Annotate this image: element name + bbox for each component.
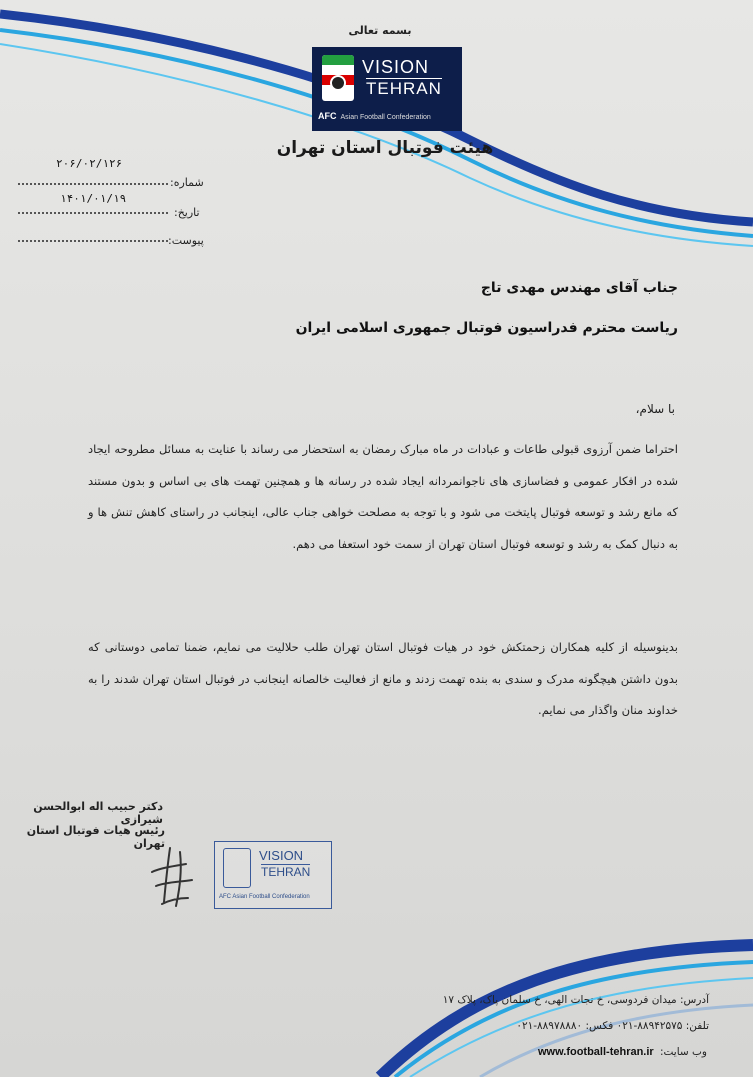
signatory-title: رئیس هیات فوتبال استان تهران — [26, 824, 165, 850]
logo-text-tehran: TEHRAN — [366, 79, 442, 98]
handwritten-signature — [140, 842, 210, 912]
letter-date-label: تاریخ: — [174, 206, 200, 219]
letter-number-label: شماره: — [170, 176, 204, 189]
logo-text-vision: VISION — [362, 57, 430, 77]
date-dotted-line — [18, 212, 168, 214]
letter-date-value: ۱۴۰۱/۰۱/۱۹ — [60, 192, 127, 205]
vision-tehran-logo — [312, 47, 462, 131]
stamp-emblem-icon — [223, 848, 251, 888]
letter-number-value: ۲۰۶/۰۲/۱۲۶ — [56, 157, 123, 170]
footer-address: آدرس: میدان فردوسی، خ نجات الهی، خ سلمان پاک، پلاک ۱۷ — [442, 994, 709, 1006]
official-stamp — [214, 841, 332, 909]
stamp-afc-text: AFC Asian Football Confederation — [219, 894, 310, 900]
afc-mark: AFC — [318, 111, 337, 121]
afc-text: Asian Football Confederation — [340, 114, 431, 121]
iran-flag-emblem-icon — [322, 55, 354, 101]
attachment-label: پیوست: — [168, 234, 204, 247]
footer-website-label: وب سایت: — [659, 1046, 707, 1058]
signatory-name: دکتر حبیب اله ابوالحسن شیرازی — [33, 800, 163, 826]
body-paragraph-1: احتراما ضمن آرزوی قبولی طاعات و عبادات در ماه مبارک رمضان به استحضار می رساند با عنایت به مسائل مطروحه ایجاد شده در افکار عمومی و فضاسازی های ناجوانمردانه ایجاد شده در رسانه ها و همچنین تهمت های بی اساس و بدون مستند که مانع رشد و توسعه فوتبال پایتخت می شود و با توجه به مصلحت خواهی جناب عالی، اینجانب در راستای کاهش تنش ها و به دنبال کمک به رشد و توسعه فوتبال استان تهران از سمت خود استعفا می دهم. — [88, 442, 678, 551]
logo-afc-line — [318, 111, 431, 121]
body-paragraph-2: بدینوسیله از کلیه همکاران زحمتکش خود در هیات فوتبال استان تهران طلب حلالیت می نمایم، ضمنا تمامی دوستانی که بدون داشتن هیچگونه مدرک و سندی به بنده تهمت زدند و مانع از فعالیت خالصانه اینجانب در فوتبال استان تهران شدند را به خداوند منان واگذار می نمایم. — [88, 640, 678, 718]
footer-phone: تلفن: ۸۸۹۴۲۵۷۵-۰۲۱ فکس: ۸۸۹۷۸۸۸۰-۰۲۱ — [516, 1020, 709, 1032]
addressee-position: ریاست محترم فدراسیون فوتبال جمهوری اسلامی ایران — [295, 320, 678, 336]
greeting: با سلام، — [635, 402, 675, 416]
attachment-dotted-line — [18, 240, 168, 242]
stamp-text-tehran: TEHRAN — [261, 865, 311, 879]
stamp-text-vision: VISION — [259, 848, 304, 863]
organization-title: هیئت فوتبال استان تهران — [276, 138, 494, 158]
footer-website[interactable]: www.football-tehran.ir — [538, 1046, 654, 1058]
number-dotted-line — [18, 183, 168, 185]
addressee-name: جناب آقای مهندس مهدی تاج — [480, 280, 678, 296]
basmala-heading: بسمه تعالی — [348, 24, 412, 37]
